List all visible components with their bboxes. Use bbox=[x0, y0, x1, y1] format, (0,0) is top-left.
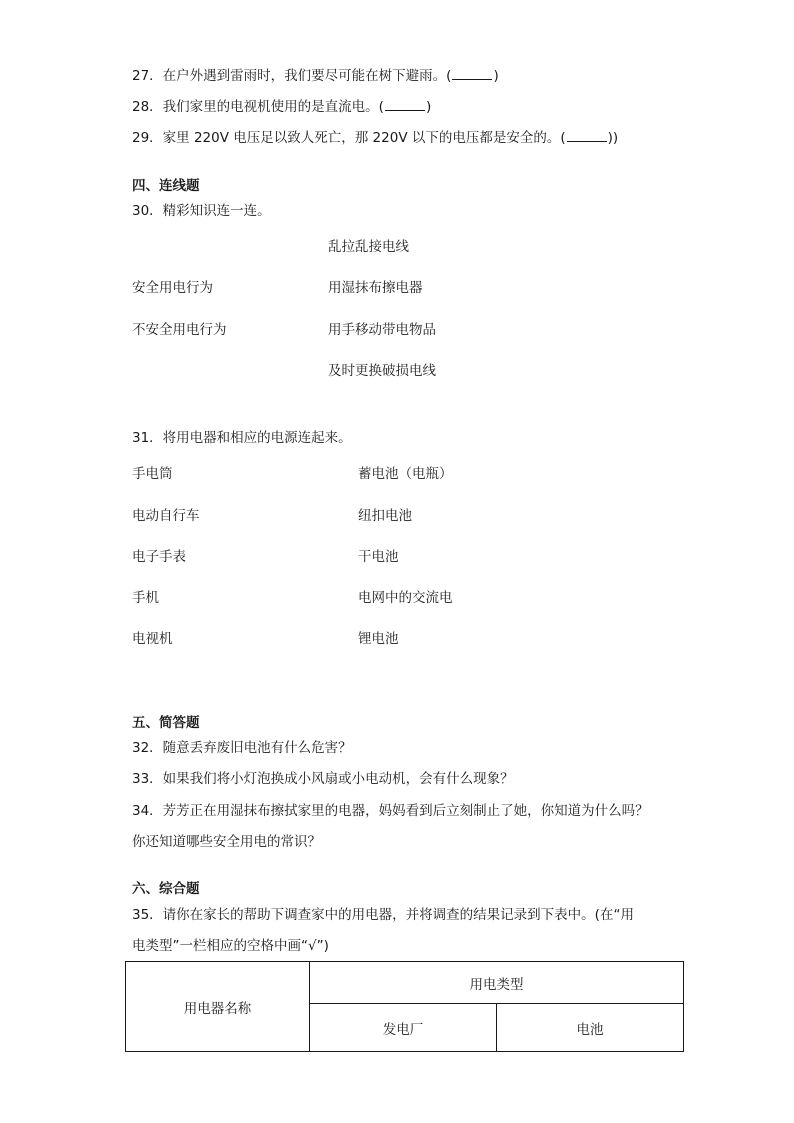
section-5-heading: 五、简答题 bbox=[132, 715, 200, 731]
match-right-item: 乱拉乱接电线 bbox=[328, 239, 409, 255]
device-item: 手机 bbox=[132, 590, 159, 606]
question-34-line-2: 你还知道哪些安全用电的常识？ bbox=[132, 834, 321, 850]
device-item: 手电筒 bbox=[132, 466, 173, 482]
power-source-item: 蓄电池（电瓶） bbox=[358, 466, 453, 482]
question-32-text: 32．随意丢弃废旧电池有什么危害？ bbox=[132, 740, 352, 756]
question-27-close: ) bbox=[493, 68, 499, 84]
power-plant-header: 发电厂 bbox=[310, 1004, 497, 1052]
answer-blank[interactable] bbox=[567, 129, 607, 142]
survey-table bbox=[125, 961, 684, 1052]
table-header-row bbox=[126, 962, 684, 1004]
section-6-heading: 六、综合题 bbox=[132, 881, 200, 897]
section-4-heading: 四、连线题 bbox=[132, 178, 200, 194]
device-item: 电子手表 bbox=[132, 549, 186, 565]
answer-blank[interactable] bbox=[452, 67, 492, 80]
question-33-text: 33．如果我们将小灯泡换成小风扇或小电动机，会有什么现象？ bbox=[132, 771, 514, 787]
match-left-item: 不安全用电行为 bbox=[132, 322, 227, 338]
power-source-item: 干电池 bbox=[358, 549, 399, 565]
match-right-item: 及时更换破损电线 bbox=[328, 363, 436, 379]
match-right-item: 用湿抹布擦电器 bbox=[328, 280, 423, 296]
answer-blank[interactable] bbox=[385, 98, 425, 111]
match-right-item: 用手移动带电物品 bbox=[328, 322, 436, 338]
question-29-close: )) bbox=[607, 130, 619, 146]
question-28-text: 28．我们家里的电视机使用的是直流电。( bbox=[132, 99, 384, 115]
device-item: 电视机 bbox=[132, 631, 173, 647]
question-30-text: 30．精彩知识连一连。 bbox=[132, 203, 271, 219]
question-35-line-2: 电类型”一栏相应的空格中画“√”) bbox=[132, 938, 329, 954]
power-source-item: 电网中的交流电 bbox=[358, 590, 453, 606]
match-left-item: 安全用电行为 bbox=[132, 280, 213, 296]
question-28 bbox=[132, 98, 431, 116]
battery-header: 电池 bbox=[497, 1004, 684, 1052]
power-source-item: 纽扣电池 bbox=[358, 508, 412, 524]
question-28-close: ) bbox=[425, 99, 432, 115]
appliance-name-header: 用电器名称 bbox=[126, 962, 310, 1052]
question-31-text: 31．将用电器和相应的电源连起来。 bbox=[132, 430, 352, 446]
question-27-text: 27．在户外遇到雷雨时，我们要尽可能在树下避雨。( bbox=[132, 68, 452, 84]
question-29-text: 29．家里 220V 电压足以致人死亡，那 220V 以下的电压都是安全的。( bbox=[132, 130, 566, 146]
question-35-line-1: 35．请你在家长的帮助下调查家中的用电器，并将调查的结果记录到下表中。(在“用 bbox=[132, 907, 634, 923]
question-27 bbox=[132, 67, 499, 85]
question-34-line-1: 34．芳芳正在用湿抹布擦拭家里的电器，妈妈看到后立刻制止了她，你知道为什么吗？ bbox=[132, 803, 649, 819]
question-29 bbox=[132, 129, 618, 147]
power-source-item: 锂电池 bbox=[358, 631, 399, 647]
power-type-header: 用电类型 bbox=[310, 962, 684, 1004]
device-item: 电动自行车 bbox=[132, 508, 200, 524]
